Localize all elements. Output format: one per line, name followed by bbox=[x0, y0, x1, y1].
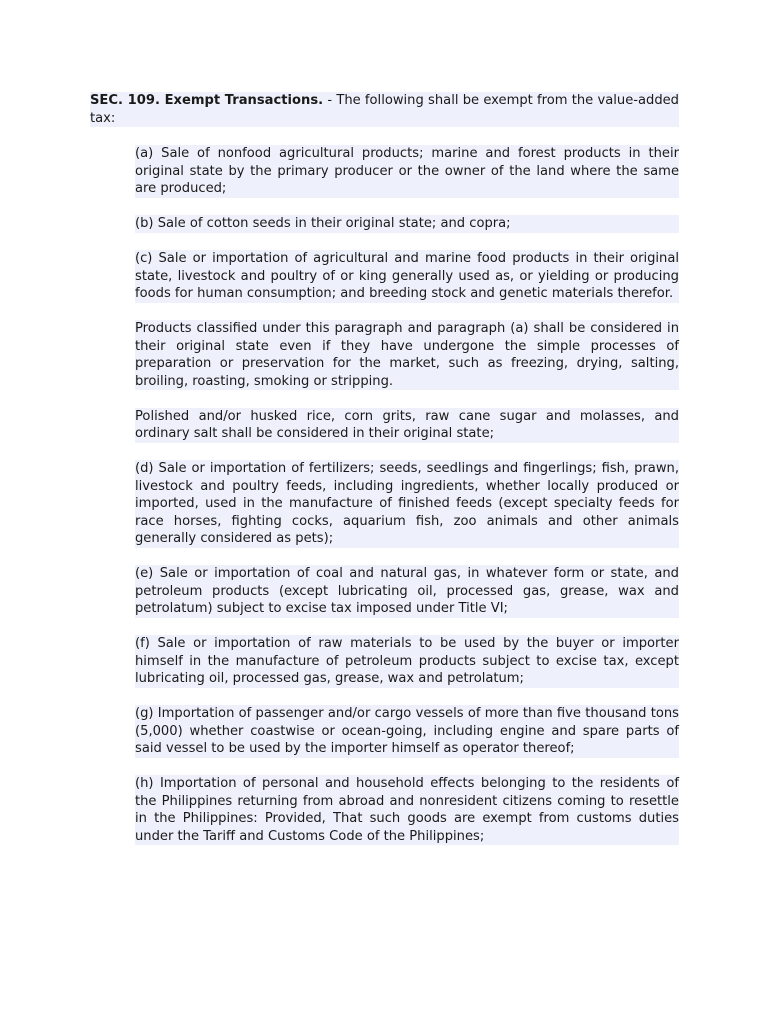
paragraph-c-products-note: Products classified under this paragraph and paragraph (a) shall be considered in their original state even if they have undergone the simple processes of preparation or preservation for the market, such as freezing, drying, salting, broiling, roasting, smoking or stripping. bbox=[135, 321, 679, 389]
paragraph-f: (f) Sale or importation of raw materials to be used by the buyer or importer himself in the manufacture of petroleum products subject to excise tax, except lubricating oil, processed gas, grease, wax and petrolatum; bbox=[135, 636, 679, 686]
exempt-transactions-list bbox=[135, 145, 679, 863]
paragraph-c: (c) Sale or importation of agricultural and marine food products in their original state, livestock and poultry of or king generally used as, or yielding or producing foods for human consumption; and breeding stock and genetic materials therefor. bbox=[135, 251, 679, 301]
section-title: SEC. 109. Exempt Transactions. bbox=[90, 93, 324, 108]
paragraph-e: (e) Sale or importation of coal and natural gas, in whatever form or state, and petroleum products (except lubricating oil, processed gas, grease, wax and petrolatum) subject to excise tax imposed under Title VI; bbox=[135, 566, 679, 616]
section-heading bbox=[90, 92, 679, 127]
paragraph-b: (b) Sale of cotton seeds in their original state; and copra; bbox=[135, 215, 679, 233]
paragraph-d: (d) Sale or importation of fertilizers; seeds, seedlings and fingerlings; fish, prawn, livestock and poultry feeds, including ingredients, whether locally produced or imported, used in the manufacture of finished feeds (except specialty feeds for race horses, fighting cocks, aquarium fish, zoo animals and other animals generally considered as pets); bbox=[135, 461, 679, 546]
section-intro: - The following shall be exempt from the value-added tax: bbox=[90, 93, 679, 126]
paragraph-a: (a) Sale of nonfood agricultural products; marine and forest products in their original state by the primary producer or the owner of the land where the same are produced; bbox=[135, 146, 679, 196]
paragraph-h: (h) Importation of personal and household effects belonging to the residents of the Philippines returning from abroad and nonresident citizens coming to resettle in the Philippines: Provided, That such goods are exempt from customs duties under the Tariff and Customs Code of the Philippines; bbox=[135, 776, 679, 844]
paragraph-g: (g) Importation of passenger and/or cargo vessels of more than five thousand tons (5,000) whether coastwise or ocean-going, including engine and spare parts of said vessel to be used by the importer himself as operator thereof; bbox=[135, 706, 679, 756]
paragraph-c-rice-note: Polished and/or husked rice, corn grits, raw cane sugar and molasses, and ordinary salt shall be considered in their original state; bbox=[135, 408, 679, 441]
